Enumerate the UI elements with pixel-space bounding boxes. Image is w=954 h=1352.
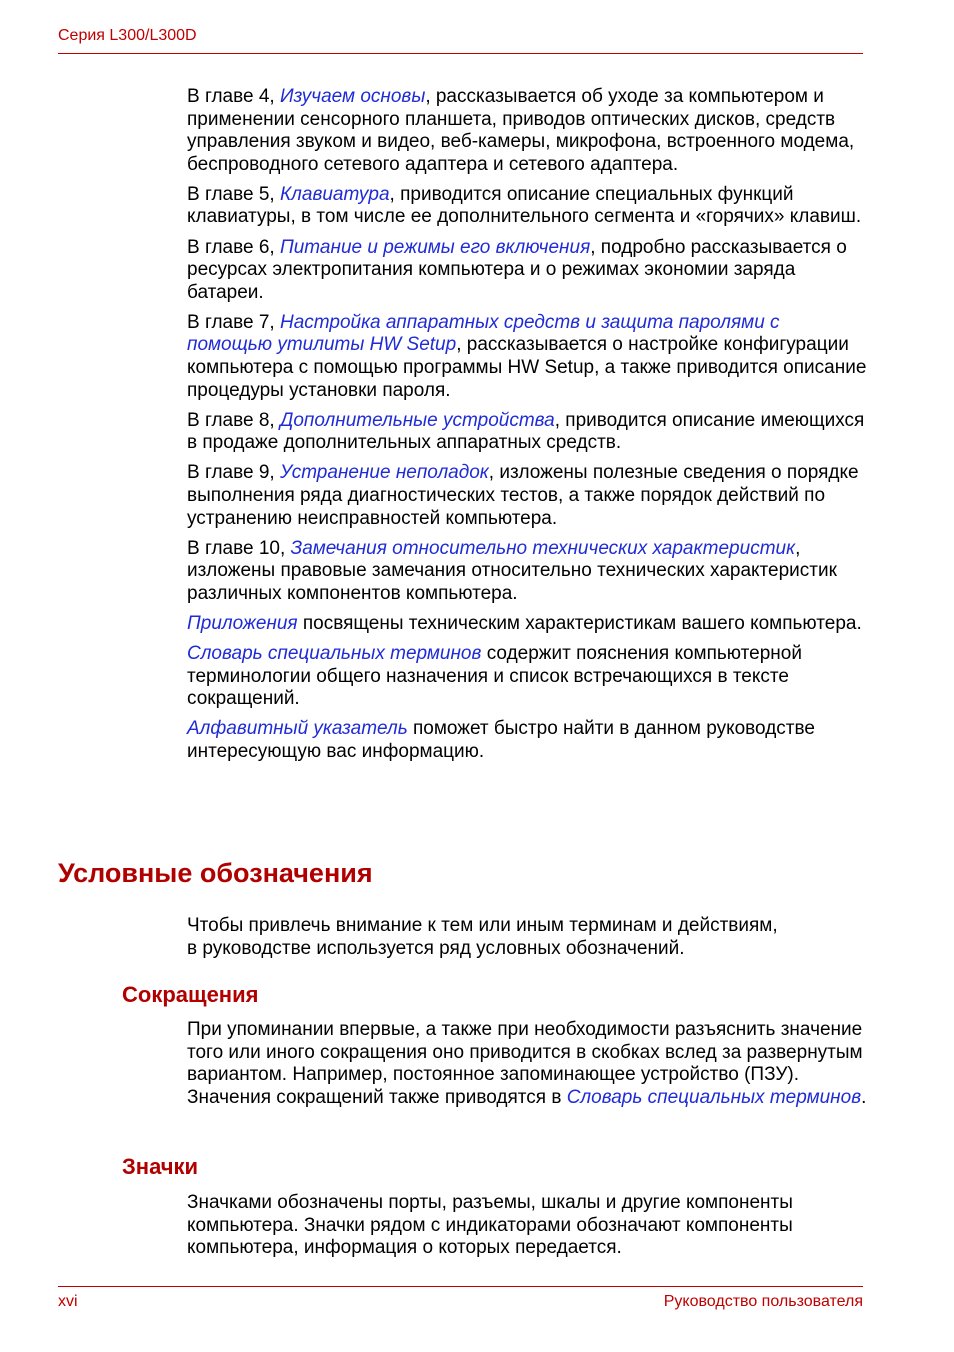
abbreviations-end: . (861, 1086, 867, 1108)
chapter-4-link[interactable]: Изучаем основы (279, 86, 426, 107)
chapter-9-paragraph (187, 462, 867, 530)
chapter-9-text: , изложены полезные сведения о порядке выполнения ряда диагностических тестов, а также порядок действий по устранению неисправностей компьютера. (187, 462, 859, 529)
abbreviations-paragraph (187, 1019, 867, 1109)
appendices-text: посвящены техническим характеристикам вашего компьютера. (297, 612, 862, 634)
chapter-10-paragraph (187, 538, 867, 606)
chapter-5-prefix: В главе 5, (187, 183, 280, 205)
chapter-4-paragraph (187, 86, 867, 176)
chapter-7-paragraph (187, 312, 867, 402)
chapter-9-link[interactable]: Устранение неполадок (279, 462, 489, 484)
chapter-10-prefix: В главе 10, (187, 537, 291, 559)
appendices-paragraph (187, 613, 867, 636)
conventions-heading: Условные обозначения (58, 858, 373, 888)
icons-paragraph: Значками обозначены порты, разъемы, шкалы и другие компоненты компьютера. Значки рядом с индикаторами обозначают компоненты компьютера, информация о которых передается. (187, 1192, 793, 1259)
conventions-intro-line-1: Чтобы привлечь внимание к тем или иным терминам и действиям, (187, 915, 778, 936)
chapter-9-prefix: В главе 9, (187, 462, 280, 484)
abbreviations-glossary-link[interactable]: Словарь специальных терминов (566, 1086, 862, 1108)
appendices-link[interactable]: Приложения (187, 612, 298, 634)
chapter-6-paragraph (187, 237, 867, 305)
index-paragraph (187, 718, 867, 763)
index-text: поможет быстро найти в данном руководстве интересующую вас информацию. (187, 718, 815, 762)
chapter-6-link[interactable]: Питание и режимы его включения (279, 236, 591, 258)
chapter-6-prefix: В главе 6, (187, 236, 280, 258)
chapter-5-text: , приводится описание специальных функций клавиатуры, в том числе ее дополнительного сегмента и «горячих» клавиш. (187, 183, 862, 228)
chapter-8-paragraph (187, 410, 867, 455)
running-head-series: Серия L300/L300D (58, 27, 197, 44)
chapter-7-text: , рассказывается о настройке конфигурации компьютера с помощью программы HW Setup, а также приводится описание процедуры установки пароля. (187, 334, 867, 401)
glossary-link[interactable]: Словарь специальных терминов (187, 643, 482, 665)
conventions-intro-line-2: в руководстве используется ряд условных обозначений. (187, 937, 685, 959)
chapter-6-text: , подробно рассказывается о ресурсах электропитания компьютера и о режимах экономии заряда батареи. (187, 236, 847, 303)
chapter-8-link[interactable]: Дополнительные устройства (279, 409, 555, 431)
abbreviations-text: При упоминании впервые, а также при необходимости разъяснить значение того или иного сокращения оно приводится в скобках вслед за развернутым вариантом. Например, постоянное запоминающее устройство (ПЗУ). Значения сокращений также приводятся в (187, 1019, 863, 1108)
chapter-8-prefix: В главе 8, (187, 409, 280, 431)
footer-title: Руководство пользователя (663, 1293, 863, 1310)
chapter-5-paragraph (187, 184, 867, 229)
chapter-5-link[interactable]: Клавиатура (279, 183, 390, 205)
chapter-4-prefix: В главе 4, (187, 86, 280, 107)
footer-divider (58, 1286, 863, 1287)
glossary-text: содержит пояснения компьютерной терминологии общего назначения и список встречающихся в тексте сокращений. (187, 643, 802, 710)
page-number: xvi (58, 1293, 78, 1310)
chapter-10-link[interactable]: Замечания относительно технических характеристик (290, 537, 796, 559)
header-divider (58, 53, 863, 54)
chapter-7-prefix: В главе 7, (187, 311, 280, 333)
chapter-overview (187, 86, 867, 771)
chapter-8-text: , приводится описание имеющихся в продаже дополнительных аппаратных средств. (187, 409, 865, 454)
glossary-paragraph (187, 643, 867, 711)
icons-heading: Значки (122, 1154, 199, 1179)
index-link[interactable]: Алфавитный указатель (187, 718, 408, 740)
chapter-7-link[interactable]: Настройка аппаратных средств и защита паролями с помощью утилиты HW Setup (187, 311, 780, 356)
chapter-4-text: , рассказывается об уходе за компьютером и применении сенсорного планшета, приводов оптических дисков, средств управления звуком и видео, веб-камеры, микрофона, встроенного модема, беспроводного сетевого адаптера и сетевого адаптера. (187, 86, 855, 175)
conventions-intro (187, 915, 867, 960)
abbreviations-heading: Сокращения (122, 982, 259, 1007)
chapter-10-text: , изложены правовые замечания относительно технических характеристик различных компонентов компьютера. (187, 537, 837, 604)
